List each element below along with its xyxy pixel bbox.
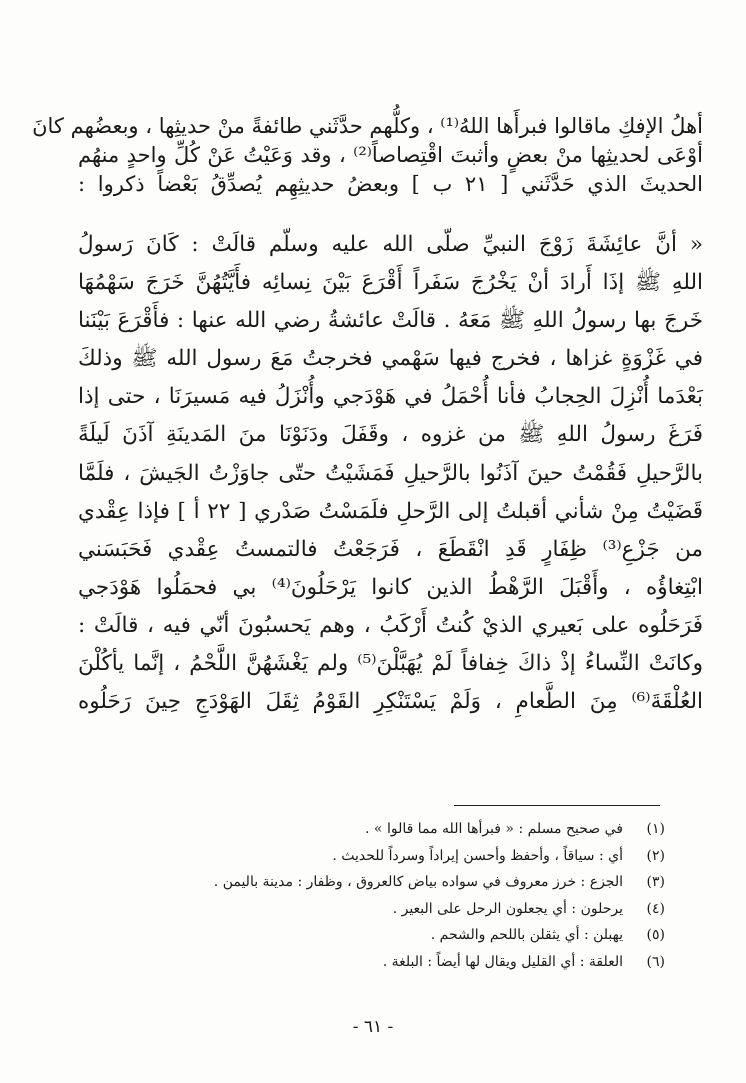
hadith-line: اللهِ ﷺ إذَا أَرادَ أنْ يَخْرُجَ سَفَراً أَقْرَعَ بَيْنَ نِسائِه فأَيَّتُهُنَّ خَرَجَ سَهْمُهَا (78, 270, 703, 296)
hadith-line: خَرجَ بها رسولُ اللهِ ﷺ مَعَهُ . قالَتْ عائشةُ رضي الله عنها : فأَقْرَعَ بَيْنَنا (78, 308, 703, 334)
footnote-number: (٥) (646, 927, 665, 943)
footnote-text: أي : سياقاً ، وأحفظ وأحسن إيراداً وسرداً للحديث . (332, 847, 623, 864)
hadith-paragraph (78, 226, 703, 721)
footnote-text: الجزع : خرز معروف في سواده بياض كالعروق ، وظفار : مدينة باليمن . (213, 874, 623, 890)
footnote-divider (454, 805, 660, 806)
intro-paragraph (32, 112, 703, 199)
hadith-line: فَرَحَلُوه على بَعيري الذيْ كُنتُ أَرْكَبُ ، وهم يَحسبُونَ أنّي فيه ، قالَتْ : (78, 612, 703, 638)
footnote-item (200, 896, 665, 923)
hadith-line: قَضَيْتُ مِنْ شأني أقبلتُ إلى الرَّحلِ فلَمَسْتُ صَدْري [ ٢٢ أ ] فإذا عِقْدي (78, 498, 703, 524)
intro-line: أهلُ الإفكِ ماقالوا فبرأَها اللهُ⁽¹⁾ ، وكلُّهم حدَّثَني طائفةً منْ حديثِها ، وبعضُهم كانَ (32, 114, 703, 138)
footnote-text: العلقة : أي القليل ويقال لها أيضاً : البلغة . (382, 953, 623, 970)
footnote-number: (١) (646, 821, 665, 837)
hadith-line: في غَزْوَةٍ غزاها ، فخرج فيها سَهْمي فخرجتُ مَعَ رسول الله ﷺ وذلكَ (78, 346, 703, 372)
hadith-line: ابْتِغاؤُه ، وأَقْبَلَ الرَّهْطُ الذين كانوا يَرْحَلُونَ⁽⁴⁾ بي فحمَلُوا هَوْدَجي (78, 574, 703, 600)
hadith-line: بَعْدَما أُنْزِلَ الحِجابُ فأنا أُحْمَلُ في هَوْدَجي وأُنْزَلُ فيه مَسيرَنَا ، حتى إذا (78, 384, 703, 410)
hadith-line: فَرَغَ رسولُ اللهِ ﷺ من غزوه ، وقَفَلَ ودَنَوْنَا منَ المَدينَةِ آذَنَ لَيلَةً (78, 422, 703, 448)
footnote-item (200, 949, 665, 976)
intro-line: أوْعَى لحديثِها منْ بعضٍ وأثبتَ اقْتِصاصاً⁽²⁾ ، وقد وَعَيْتُ عَنْ كُلِّ واحدٍ منهُم (78, 143, 703, 167)
footnote-number: (٤) (646, 900, 665, 917)
hadith-line: وكانَتْ النِّساءُ إذْ ذاكَ خِفافاً لَمْ يُهَبَّلْنَ⁽⁵⁾ ولم يَغْشَهُنَّ اللَّحْمُ ، إنَّما يأكُلْنَ (78, 651, 703, 677)
hadith-line: العُلْقَةَ⁽⁶⁾ مِنَ الطَّعامِ ، وَلَمْ يَسْتَنْكِرِ القَوْمُ ثِقَلَ الهَوْدَجِ حِينَ رَحَلُوه (78, 689, 703, 715)
footnote-item (200, 869, 665, 896)
page-number: - ٦١ - (352, 1017, 394, 1037)
hadith-line: من جَزْعِ⁽³⁾ ظِفَارٍ قَدِ انْقَطَعَ ، فَرَجَعْتُ فالتمستُ عِقْدي فَحَبَسَني (78, 536, 704, 562)
intro-line: الحديثَ الذي حَدَّثَني [ ٢١ ب ] وبعضُ حديثِهِم يُصدِّقُ بَعْضاً ذكروا : (78, 172, 703, 196)
footnote-item (200, 843, 665, 870)
footnotes (200, 816, 665, 975)
footnote-text: يهبلن : أي يثقلن باللحم والشحم . (430, 927, 623, 943)
hadith-line: « أنَّ عائِشَةَ زَوْجَ النبيِّ صلّى الله عليه وسلّم قالَتْ : كَانَ رَسولُ (78, 232, 703, 257)
footnote-number: (٣) (646, 874, 665, 890)
footnote-number: (٢) (646, 847, 665, 864)
footnote-item (200, 816, 665, 843)
hadith-line: بالرَّحيلِ فَقُمْتُ حينَ آذَنُوا بالرَّحيلِ فَمَشَيْتُ حتّى جاوَزْتُ الجَيشَ ، فلَمَّا (78, 460, 703, 486)
footnote-item (200, 922, 665, 949)
footnote-number: (٦) (646, 953, 665, 970)
footnote-text: يرحلون : أي يجعلون الرحل على البعير . (392, 900, 623, 917)
footnote-text: في صحيح مسلم : « فبرأها الله مما قالوا » . (365, 821, 623, 837)
